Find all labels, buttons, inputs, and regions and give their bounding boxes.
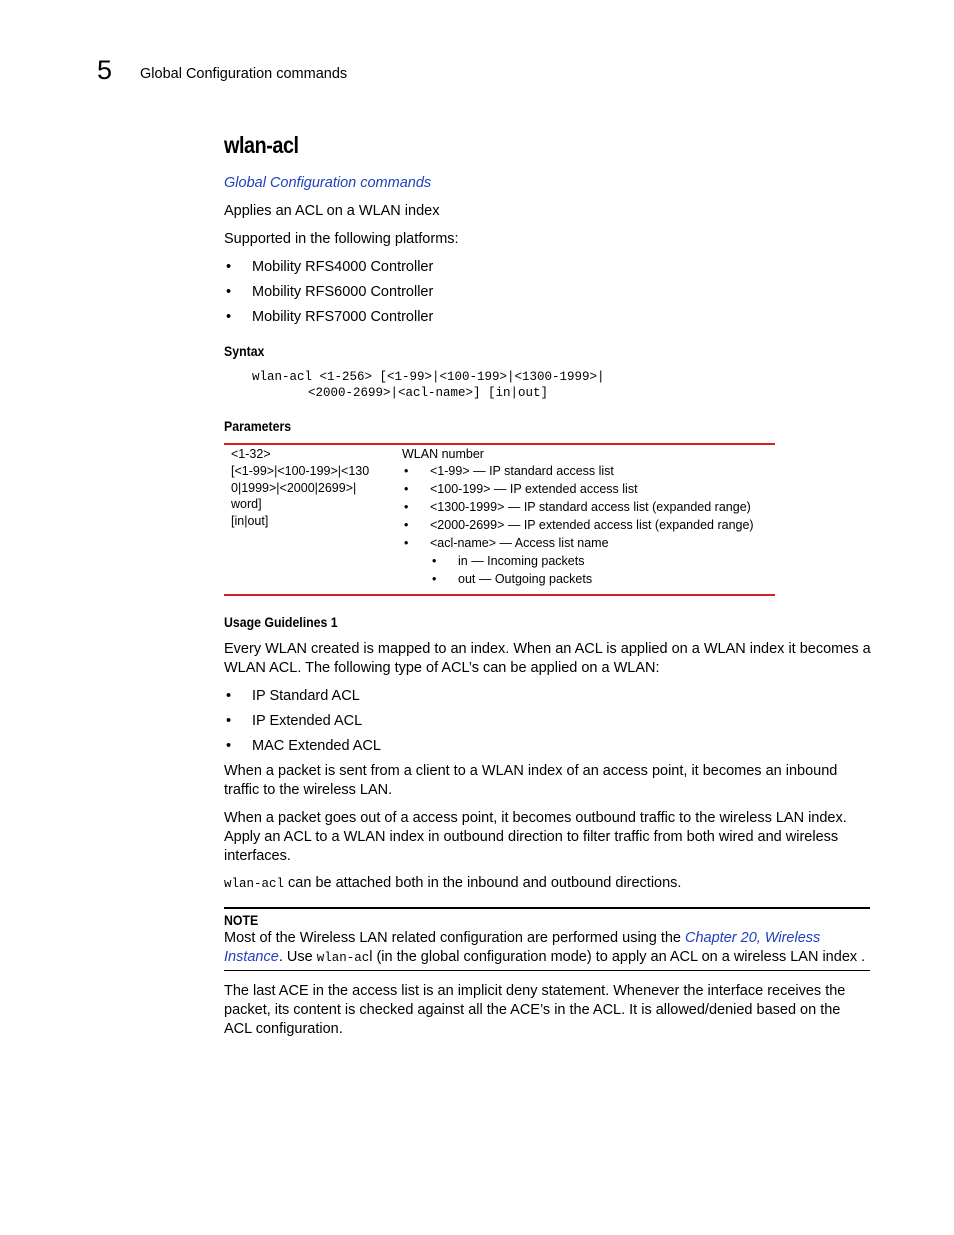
platforms-intro: Supported in the following platforms: [224,231,459,247]
usage-para-2 [224,762,837,800]
param-description-cell [402,446,774,589]
description: Applies an ACL on a WLAN index [224,203,440,219]
table-top-rule [224,443,775,445]
bullet-icon: • [226,738,232,754]
text-line: Apply an ACL to a WLAN index in outbound direction to filter traffic from both wired and wireless [224,829,839,845]
param-option: <2000-2699> — IP extended access list (expanded range) [430,517,754,532]
bullet-icon: • [404,481,409,496]
param-suboption: in — Incoming packets [458,553,585,568]
text-span: Most of the Wireless LAN related configuration are performed using the [224,930,686,946]
bullet-icon: • [226,309,232,325]
bullet-icon: • [432,571,437,586]
text-span: l (in the global configuration mode) to apply an ACL on a wireless LAN index . [369,949,866,965]
param-name-cell [231,446,369,530]
page-title: wlan-acl [224,132,299,158]
note-bottom-rule [224,970,870,971]
chapter-link-cont[interactable]: Instance [224,949,279,965]
usage-para-4 [224,874,681,894]
list-item [402,517,774,535]
parameters-heading: Parameters [224,418,292,434]
text-line [224,948,870,968]
usage-para-1 [224,640,871,678]
text-span: can be attached both in the inbound and outbound directions. [284,875,682,891]
chapter-title: Global Configuration commands [140,66,348,82]
param-suboption: out — Outgoing packets [458,571,593,586]
param-line: word] [231,497,262,512]
bullet-icon: • [432,553,437,568]
bullet-icon: • [226,688,232,704]
text-span: . Use [278,949,317,965]
param-title: WLAN number [402,447,484,461]
bullet-icon: • [226,259,232,275]
usage-para-3 [224,809,847,866]
text-line: Every WLAN created is mapped to an index. When an ACL is applied on a WLAN index it becomes a [224,641,871,657]
acl-type-label: MAC Extended ACL [252,738,381,754]
list-item [402,481,774,499]
param-option: <acl-name> — Access list name [430,535,609,550]
list-item [402,463,774,481]
text-line: WLAN ACL. The following type of ACL’s can be applied on a WLAN: [224,660,660,676]
list-item [402,499,774,517]
acl-type-label: IP Extended ACL [252,713,363,729]
note-label: NOTE [224,912,259,928]
text-line: ACL configuration. [224,1021,343,1037]
syntax-line-2: <2000-2699>|<acl-name>] [in|out] [308,386,549,400]
platform-label: Mobility RFS7000 Controller [252,309,434,325]
param-line: [<1-99>|<100-199>|<130 [231,463,370,478]
text-line: traffic to the wireless LAN. [224,782,393,798]
table-bottom-rule [224,594,775,596]
note-top-rule [224,907,870,909]
syntax-heading: Syntax [224,343,265,359]
bullet-icon: • [226,713,232,729]
param-line: <1-32> [231,447,271,461]
usage-heading: Usage Guidelines 1 [224,614,338,630]
acl-type-label: IP Standard ACL [252,688,360,704]
param-option: <1-99> — IP standard access list [430,463,614,478]
inline-code: wlan-ac [316,951,370,965]
text-line: When a packet is sent from a client to a WLAN index of an access point, it becomes an inbound [224,763,838,779]
bullet-icon: • [404,499,409,514]
note-body [224,929,870,968]
list-item [402,535,774,553]
list-item [402,553,774,571]
bullet-icon: • [404,517,409,532]
text-line: When a packet goes out of a access point, it becomes outbound traffic to the wireless LAN index. [224,810,847,826]
bullet-icon: • [404,463,409,478]
param-line: [in|out] [231,514,269,529]
param-option: <100-199> — IP extended access list [430,481,638,496]
text-line: packet, its content is checked against all the ACE’s in the ACL. It is allowed/denied based on the [224,1002,841,1018]
bullet-icon: • [404,535,409,550]
chapter-link[interactable]: Chapter 20, Wireless [685,930,821,946]
text-line: The last ACE in the access list is an implicit deny statement. Whenever the interface receives the [224,983,846,999]
breadcrumb-link[interactable]: Global Configuration commands [224,175,432,191]
param-option: <1300-1999> — IP standard access list (expanded range) [430,499,751,514]
bullet-icon: • [226,284,232,300]
platform-label: Mobility RFS4000 Controller [252,259,434,275]
syntax-line-1: wlan-acl <1-256> [<1-99>|<100-199>|<1300-1999>| [252,370,605,384]
closing-paragraph [224,982,845,1039]
list-item [402,571,774,589]
text-line: interfaces. [224,848,291,864]
chapter-number: 5 [97,55,113,85]
platform-label: Mobility RFS6000 Controller [252,284,434,300]
text-line [224,929,870,948]
param-line: 0|1999>|<2000|2699>| [231,480,357,495]
inline-code: wlan-acl [224,877,285,891]
